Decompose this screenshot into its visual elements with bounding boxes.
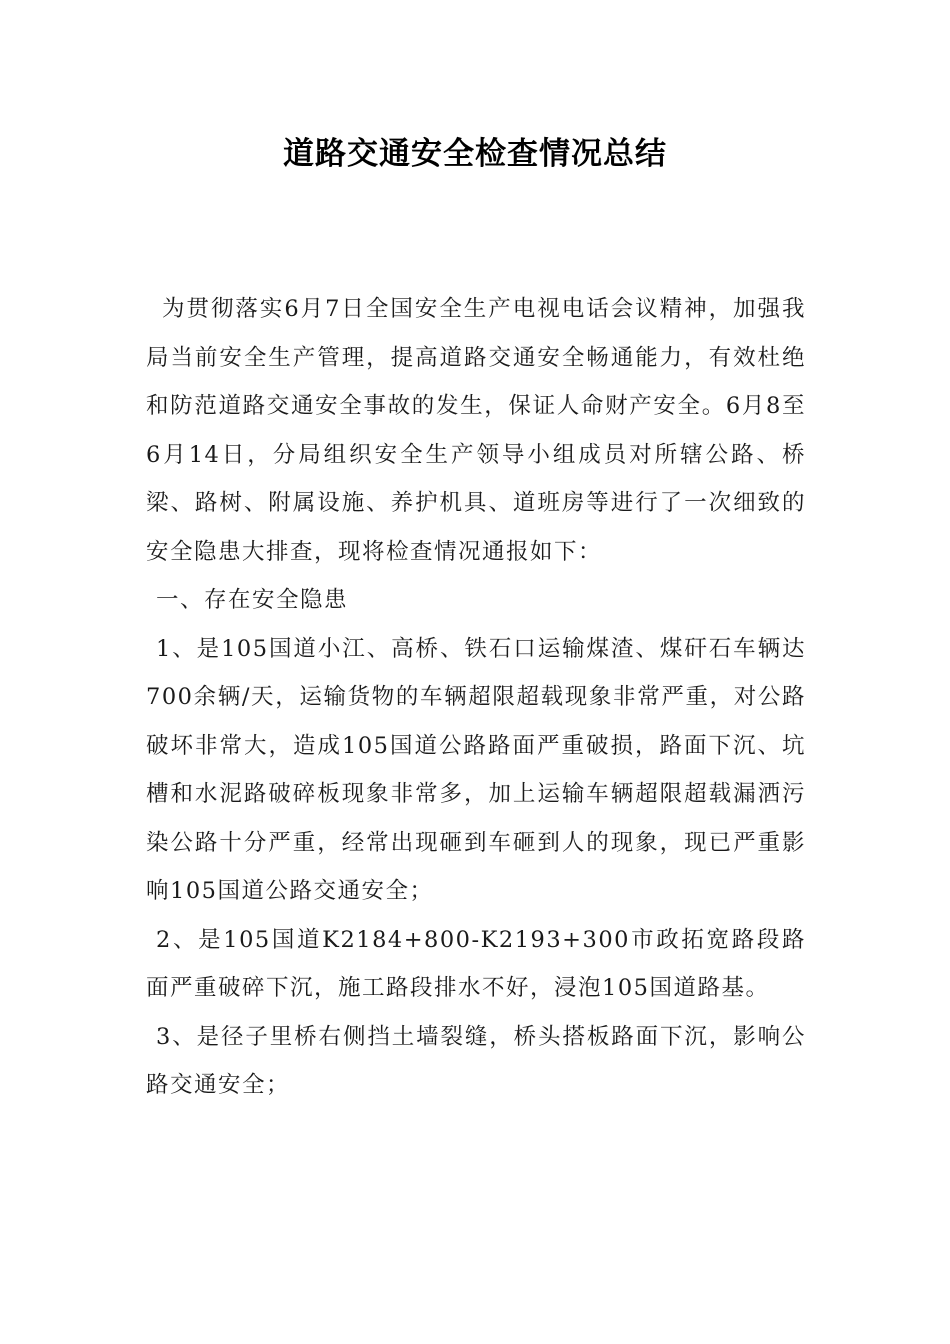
document-title: 道路交通安全检查情况总结	[283, 136, 667, 172]
intro-paragraph: 为贯彻落实6月7日全国安全生产电视电话会议精神，加强我局当前安全生产管理，提高道路交通安全畅通能力，有效杜绝和防范道路交通安全事故的发生，保证人命财产安全。6月8至6月14日，分局组织安全生产领导小组成员对所辖公路、桥梁、路树、附属设施、养护机具、道班房等进行了一次细致的安全隐患大排查，现将检查情况通报如下：	[146, 296, 806, 565]
hazard-item-1: 1、是105国道小江、高桥、铁石口运输煤渣、煤矸石车辆达700余辆/天，运输货物的车辆超限超载现象非常严重，对公路破坏非常大，造成105国道公路路面严重破损，路面下沉、坑槽和水泥路破碎板现象非常多，加上运输车辆超限超载漏洒污染公路十分严重，经常出现砸到车砸到人的现象，现已严重影响105国道公路交通安全；	[146, 635, 806, 904]
hazard-item-3: 3、是径子里桥右侧挡土墙裂缝，桥头搭板路面下沉，影响公路交通安全；	[146, 1023, 806, 1098]
section-heading: 一、存在安全隐患	[156, 587, 349, 613]
hazard-item-2: 2、是105国道K2184+800-K2193+300市政拓宽路段路面严重破碎下沉，施工路段排水不好，浸泡105国道路基。	[146, 926, 806, 1001]
document-body	[146, 285, 806, 1110]
